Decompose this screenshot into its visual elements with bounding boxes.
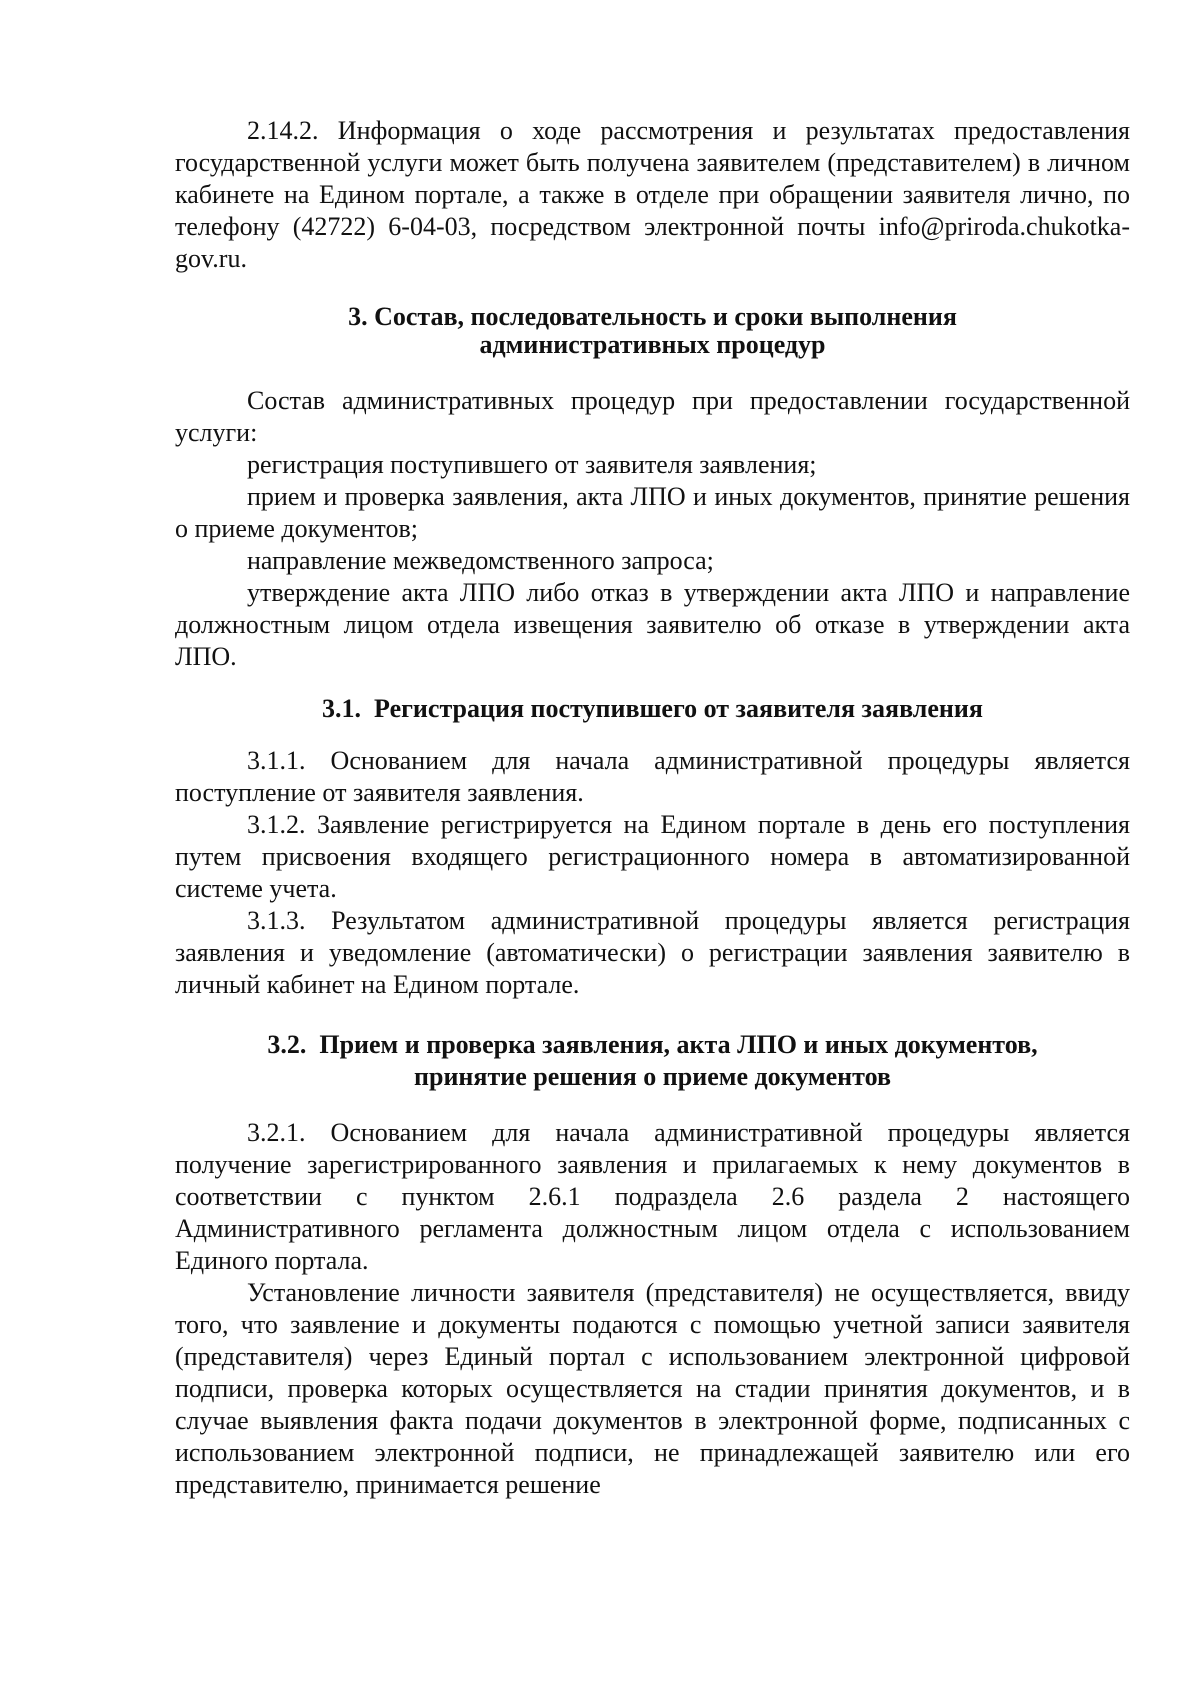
procedure-item-4: утверждение акта ЛПО либо отказ в утверждении акта ЛПО и направление должностным лицом отдела извещения заявителю об отказе в утверждении акта ЛПО.	[175, 578, 1130, 671]
section-3-heading	[175, 303, 1130, 359]
paragraph-3-1-1: 3.1.1. Основанием для начала административной процедуры является поступление от заявителя заявления.	[175, 746, 1130, 807]
paragraph-2-14-2: 2.14.2. Информация о ходе рассмотрения и результатах предоставления государственной услуги может быть получена заявителем (представителем) в личном кабинете на Едином портале, а также в отделе при обращении заявителя лично, по телефону (42722) 6-04-03, посредством электронной почты info@priroda.chukotka-gov.ru.	[175, 116, 1130, 273]
paragraph-3-2-1: 3.2.1. Основанием для начала административной процедуры является получение зарегистрированного заявления и прилагаемых к нему документов в соответствии с пунктом 2.6.1 подраздела 2.6 раздела 2 настоящего Административного регламента должностным лицом отдела с использованием Единого портала.	[175, 1118, 1130, 1275]
document-body	[175, 115, 1130, 1501]
procedure-item-2: прием и проверка заявления, акта ЛПО и иных документов, принятие решения о приеме документов;	[175, 482, 1130, 543]
section-3-heading-line1: 3. Состав, последовательность и сроки выполнения	[348, 302, 957, 331]
section-3-1-heading: 3.1. Регистрация поступившего от заявителя заявления	[322, 694, 983, 723]
procedure-item-1: регистрация поступившего от заявителя заявления;	[247, 450, 817, 479]
paragraph-3-1-2: 3.1.2. Заявление регистрируется на Едином портале в день его поступления путем присвоения входящего регистрационного номера в автоматизированной системе учета.	[175, 810, 1130, 903]
section-3-2-heading	[175, 1029, 1130, 1093]
paragraph-identity: Установление личности заявителя (представителя) не осуществляется, ввиду того, что заявление и документы подаются с помощью учетной записи заявителя (представителя) через Единый портал с использованием электронной цифровой подписи, проверка которых осуществляется на стадии принятия документов, и в случае выявления факта подачи документов в электронной форме, подписанных с использованием электронной подписи, не принадлежащей заявителю или его представителю, принимается решение	[175, 1278, 1130, 1499]
section-3-heading-line2: административных процедур	[479, 330, 826, 359]
section-3-2-heading-line1: 3.2. Прием и проверка заявления, акта ЛПО и иных документов,	[267, 1030, 1038, 1059]
procedure-item-3: направление межведомственного запроса;	[247, 546, 714, 575]
section-3-2-heading-line2: принятие решения о приеме документов	[414, 1062, 891, 1091]
composition-intro: Состав административных процедур при предоставлении государственной услуги:	[175, 386, 1130, 447]
paragraph-3-1-3: 3.1.3. Результатом административной процедуры является регистрация заявления и уведомление (автоматически) о регистрации заявления заявителю в личный кабинет на Едином портале.	[175, 906, 1130, 999]
